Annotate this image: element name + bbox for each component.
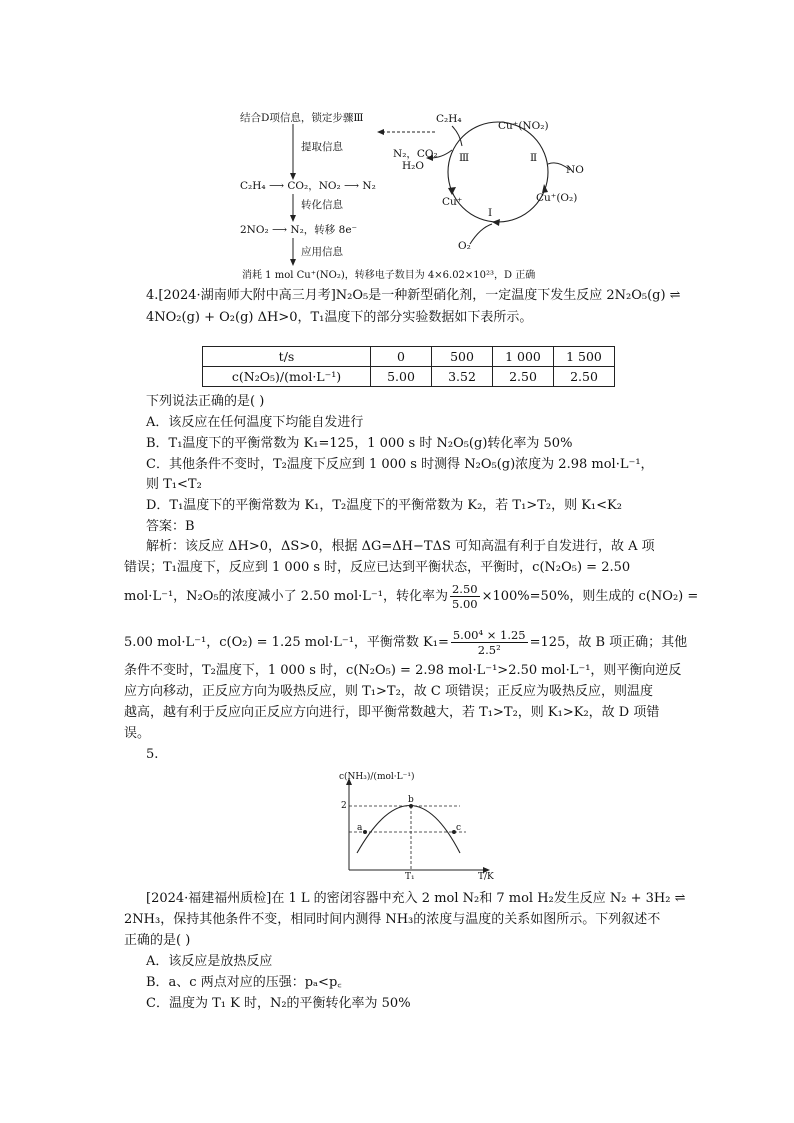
o2-in-curve [470, 224, 492, 244]
fraction-denominator: 2.5² [477, 643, 501, 657]
graph-point-c-label: c [456, 823, 462, 833]
flow-conclusion: 消耗 1 mol Cu⁺(NO₂)，转移电子数目为 4×6.02×10²³，D 正确 [242, 270, 536, 281]
flow-step-apply: 应用信息 [301, 246, 343, 258]
q5-option-a: A．该反应是放热反应 [146, 954, 273, 969]
table-cell: 2.50 [554, 367, 615, 387]
cycle-label-cu-no2: Cu⁺(NO₂) [498, 120, 549, 132]
q4-explanation-5: 条件不变时，T₂温度下，1 000 s 时，c(N₂O₅) = 2.98 mol·L⁻¹>2.50 mol·L⁻¹，则平衡向逆反 [124, 663, 682, 678]
q4-explanation-1: 解析：该反应 ΔH>0，ΔS>0，根据 ΔG=ΔH−TΔS 可知高温有利于自发进行，故 A 项 [146, 539, 655, 554]
q5-stem-line3: 正确的是( ) [124, 933, 191, 948]
graph-ylabel: c(NH₃)/(mol·L⁻¹) [339, 772, 415, 782]
q4-explanation-8: 误。 [124, 726, 151, 741]
q5-number: 5. [146, 747, 159, 762]
q4-explanation-7: 越高，越有利于反应向正反应方向进行，即平衡常数越大，若 T₁>T₂，则 K₁>K₂，故 D 项错 [124, 705, 660, 720]
q5-stem-line2: 2NH₃，保持其他条件不变，相同时间内测得 NH₃的浓度与温度的关系如图所示。下列叙述不 [124, 912, 661, 927]
q5-option-c: C．温度为 T₁ K 时，N₂的平衡转化率为 50% [146, 996, 411, 1011]
q4-explanation-4a: 5.00 mol·L⁻¹，c(O₂) = 1.25 mol·L⁻¹，平衡常数 K₁= [124, 635, 449, 650]
graph-point-a-label: a [357, 823, 363, 833]
q4-option-c-line1: C．其他条件不变时，T₂温度下反应到 1 000 s 时测得 N₂O₅(g)浓度为 2.98 mol·L⁻¹， [146, 457, 654, 472]
fraction-denominator: 5.00 [451, 597, 478, 611]
q4-data-table [202, 346, 615, 387]
q4-explanation-3a: mol·L⁻¹，N₂O₅的浓度减小了 2.50 mol·L⁻¹，转化率为 [124, 589, 448, 604]
flow-top-note: 结合D项信息，锁定步骤Ⅲ [240, 112, 364, 124]
flow-arrow-2-head [290, 215, 296, 222]
fraction-numerator: 2.50 [451, 582, 478, 596]
q4-option-a: A．该反应在任何温度下均能自发进行 [146, 415, 364, 430]
table-cell: 1 500 [554, 347, 615, 367]
catalytic-cycle-circle [448, 122, 548, 222]
flow-equation-2: 2NO₂ ⟶ N₂，转移 8e⁻ [240, 224, 358, 236]
q4-prompt: 下列说法正确的是( ) [146, 394, 265, 409]
q4-explanation-6: 应方向移动，正反应方向为吸热反应，则 T₁>T₂，故 C 项错误；正反应为吸热反应，则温度 [124, 684, 654, 699]
fraction-equilibrium-constant [451, 628, 528, 657]
concentration-curve [357, 806, 460, 854]
table-row [203, 347, 615, 367]
q4-answer: 答案：B [146, 519, 195, 534]
fraction-numerator: 5.00⁴ × 1.25 [452, 628, 526, 642]
q5-option-b: B．a、c 两点对应的压强：pₐ<p꜀ [146, 975, 342, 990]
flow-equation-1: C₂H₄ ⟶ CO₂，NO₂ ⟶ N₂ [240, 180, 376, 192]
dashed-arrow-head [377, 129, 384, 135]
q5-stem-line1: [2024·福建福州质检]在 1 L 的密闭容器中充入 2 mol N₂和 7 mol H₂发生反应 N₂ + 3H₂ ⇌ [146, 891, 686, 906]
q4-option-b: B．T₁温度下的平衡常数为 K₁=125，1 000 s 时 N₂O₅(g)转化率为 50% [146, 436, 573, 451]
fraction-conversion [450, 582, 480, 611]
cycle-label-stage-1: Ⅰ [488, 207, 493, 219]
graph-xtick-t1: T₁ [405, 872, 415, 882]
graph-ytick-2: 2 [341, 801, 347, 811]
cycle-arrow-head-3 [492, 219, 500, 226]
table-cell: 3.52 [432, 367, 493, 387]
cycle-label-o2: O₂ [458, 240, 471, 252]
cycle-label-cu-o2: Cu⁺(O₂) [536, 192, 578, 204]
cycle-arrow-head-2 [448, 187, 456, 195]
q4-explanation-3 [124, 582, 698, 611]
cycle-label-h2o: H₂O [402, 160, 424, 172]
flow-step-convert: 转化信息 [301, 199, 343, 211]
flow-step-extract: 提取信息 [301, 141, 343, 153]
q4-explanation-4 [124, 628, 687, 657]
cycle-label-stage-3: Ⅲ [459, 152, 470, 164]
cycle-label-cu: Cu⁺ [442, 196, 463, 208]
q5-concentration-graph [320, 770, 500, 888]
cycle-label-no: NO [566, 164, 584, 176]
graph-point-b-label: b [408, 795, 414, 805]
point-a [363, 830, 367, 834]
q4-explanation-2: 错误；T₁温度下，反应到 1 000 s 时，反应已达到平衡状态，平衡时，c(N₂O₅) = 2.50 [124, 560, 631, 575]
flow-arrow-3-head [290, 259, 296, 266]
flow-arrow-1-head [290, 173, 296, 180]
q4-option-c-line2: 则 T₁<T₂ [146, 477, 202, 492]
q4-explanation-4b: =125，故 B 项正确；其他 [529, 635, 688, 650]
table-row [203, 367, 615, 387]
cycle-label-products: N₂，CO₂ [393, 148, 438, 160]
cycle-label-c2h4: C₂H₄ [436, 113, 462, 125]
q4-stem-line2: 4NO₂(g) + O₂(g) ΔH>0，T₁温度下的部分实验数据如下表所示。 [146, 310, 533, 325]
cycle-label-stage-2: Ⅱ [530, 152, 538, 164]
table-cell: 2.50 [493, 367, 554, 387]
table-cell: 500 [432, 347, 493, 367]
graph-xlabel: T/K [478, 872, 494, 882]
table-cell: 1 000 [493, 347, 554, 367]
table-cell: 0 [371, 347, 432, 367]
table-cell: 5.00 [371, 367, 432, 387]
q4-option-d: D．T₁温度下的平衡常数为 K₁，T₂温度下的平衡常数为 K₂，若 T₁>T₂，则 K₁<K₂ [146, 498, 622, 513]
table-cell: c(N₂O₅)/(mol·L⁻¹) [203, 367, 371, 387]
table-cell: t/s [203, 347, 371, 367]
q4-explanation-3b: ×100%=50%，则生成的 c(NO₂) = [481, 589, 699, 604]
q4-stem-line1: 4.[2024·湖南师大附中高三月考]N₂O₅是一种新型硝化剂，一定温度下发生反应 2N₂O₅(g) ⇌ [146, 288, 681, 303]
